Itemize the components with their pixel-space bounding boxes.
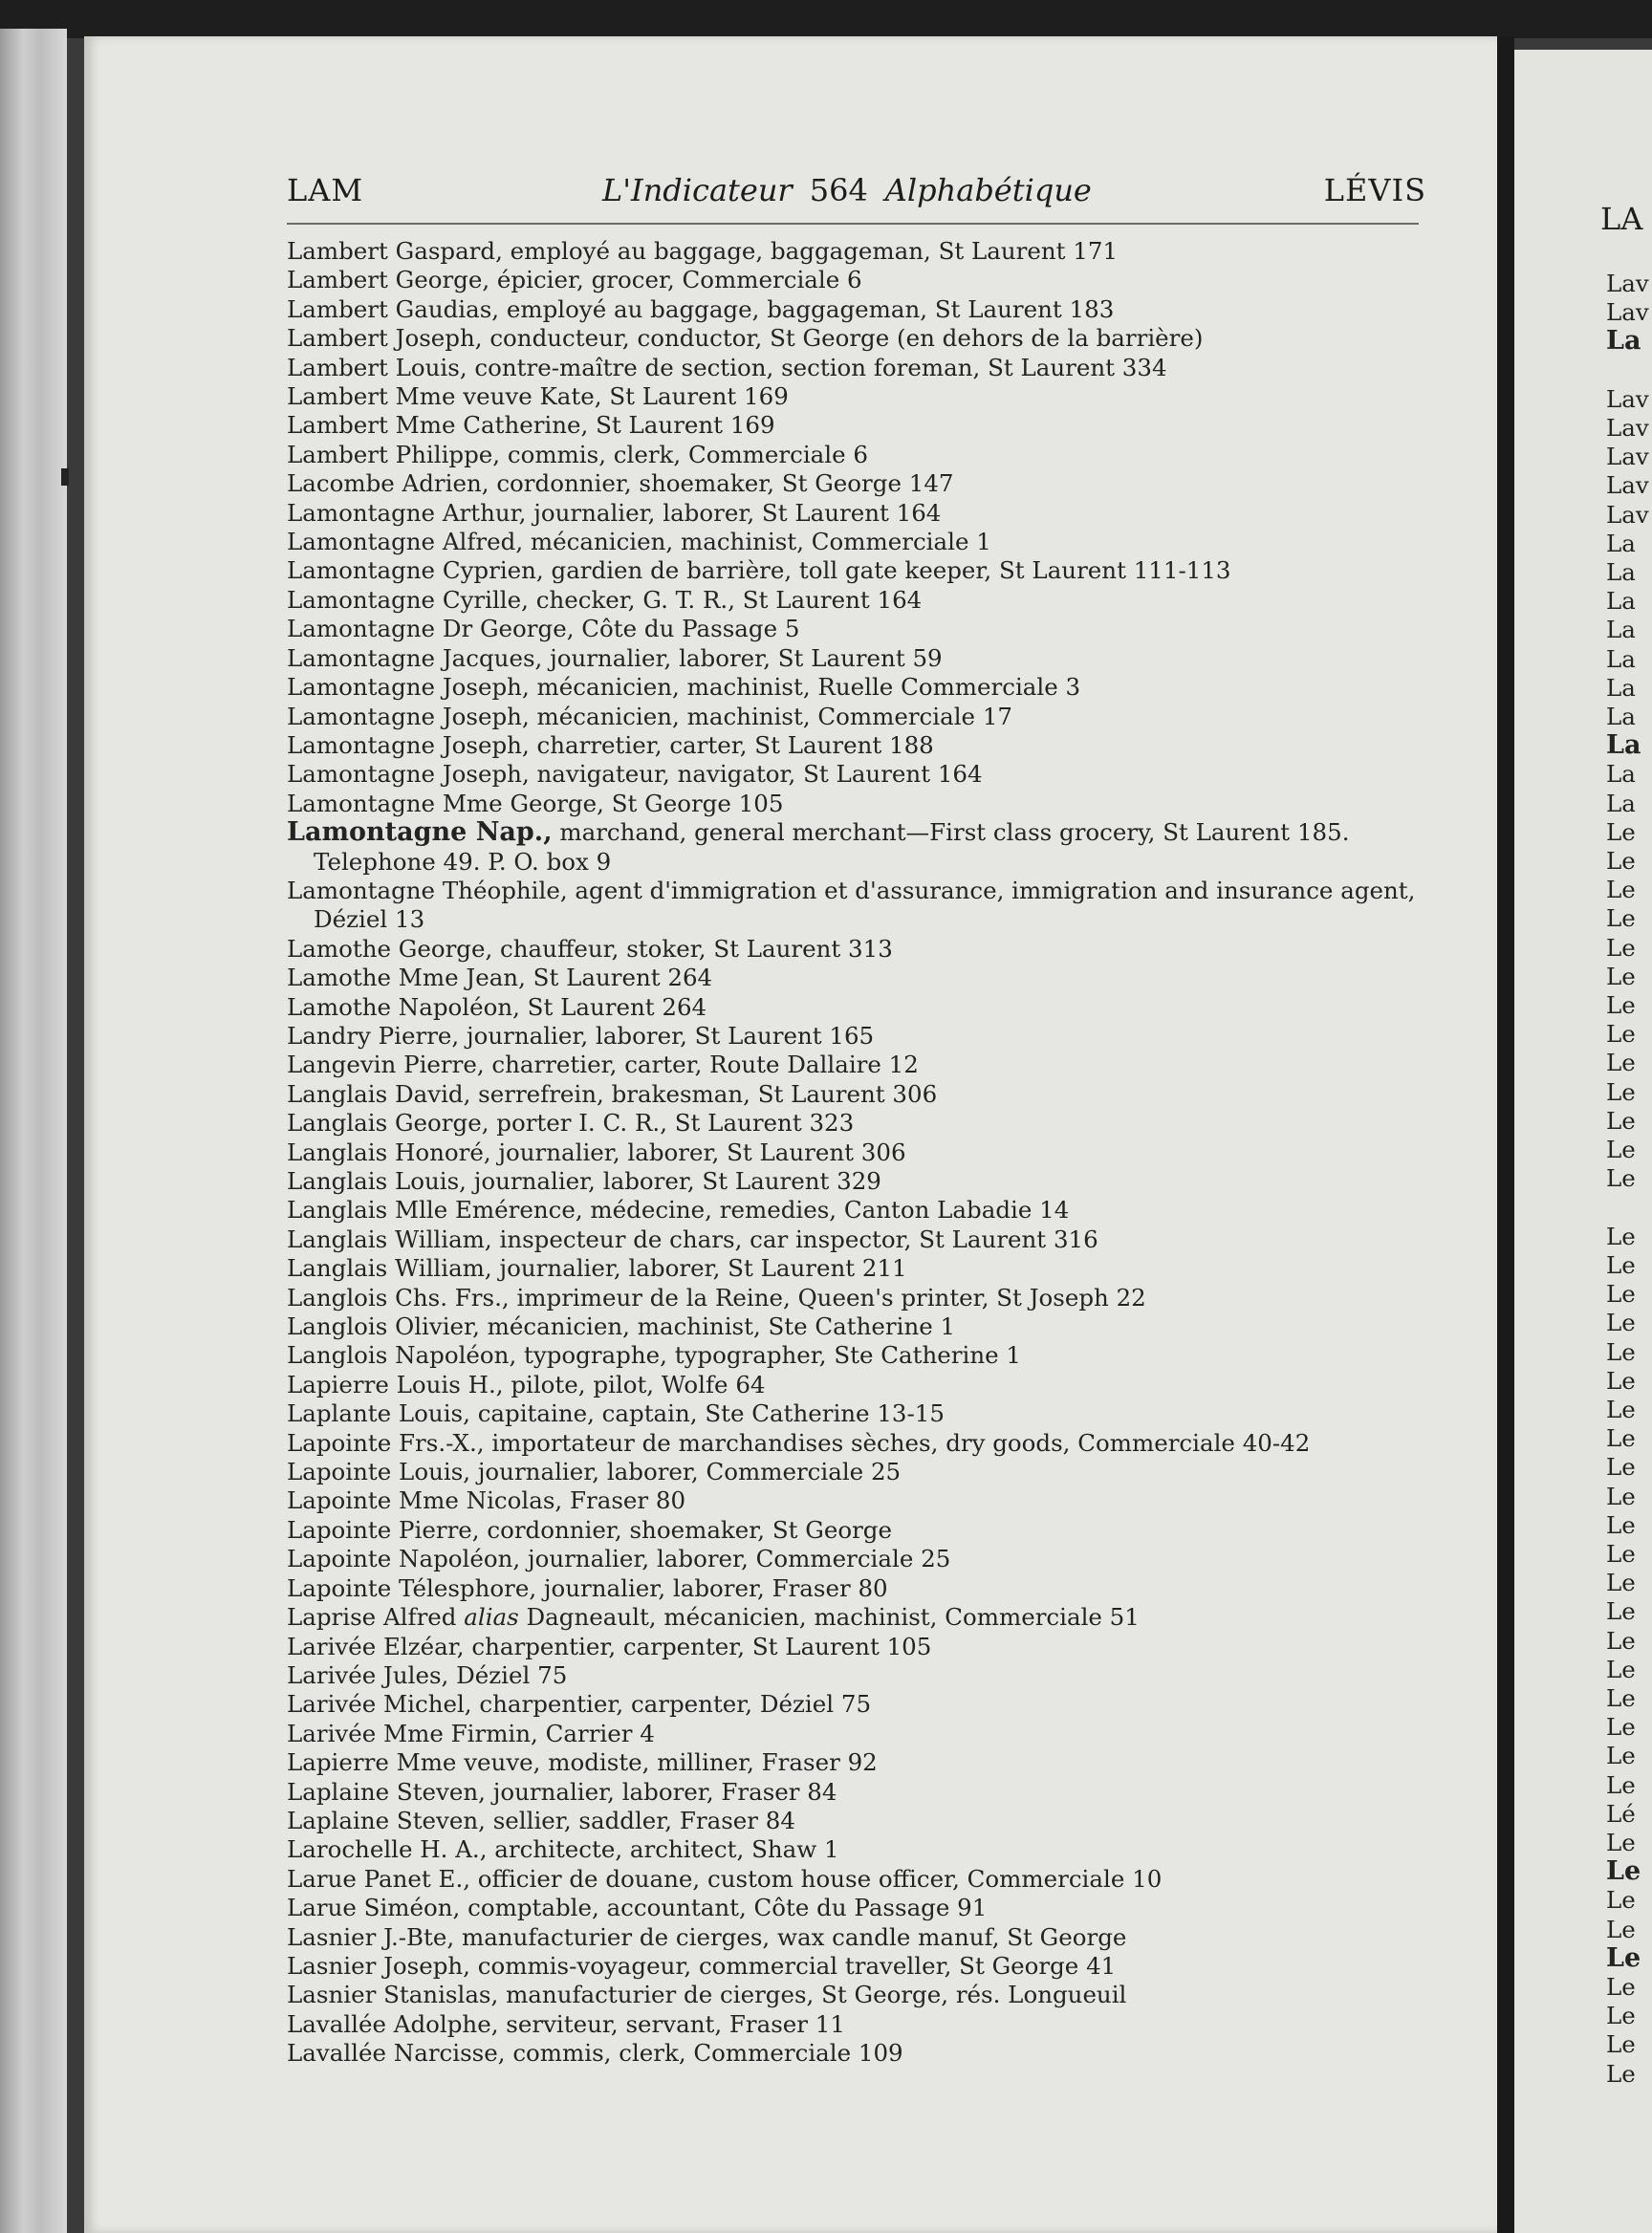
- directory-entry: [287, 237, 1434, 266]
- directory-entry: [287, 615, 1434, 643]
- adjacent-entry-fragment: Le: [1606, 1366, 1636, 1395]
- entry-text: Laprise Alfred: [287, 1603, 465, 1632]
- adjacent-entry-fragment: Le: [1606, 1626, 1636, 1655]
- directory-entry: [287, 1138, 1434, 1167]
- entry-text: Lambert Mme Catherine, St Laurent 169: [287, 411, 775, 440]
- adjacent-entry-fragment: Le: [1606, 1569, 1636, 1597]
- entry-text: Langlais William, inspecteur de chars, car inspector, St Laurent 316: [287, 1225, 1098, 1253]
- adjacent-entry-fragment: Lav: [1606, 270, 1649, 297]
- entry-text: Lamothe Napoléon, St Laurent 264: [287, 992, 707, 1021]
- adjacent-entry-fragment: Le: [1606, 1510, 1636, 1539]
- header-rule: [287, 223, 1419, 225]
- entry-text: Langlais Mlle Emérence, médecine, remedies, Canton Labadie 14: [287, 1196, 1070, 1225]
- entry-text-after: Dagneault, mécanicien, machinist, Commerciale 51: [518, 1603, 1140, 1632]
- directory-entry: [287, 469, 1434, 498]
- adjacent-entry-fragment: Lav: [1606, 443, 1649, 471]
- directory-entry: [287, 703, 1434, 731]
- entry-text: Lamothe George, chauffeur, stoker, St Laurent 313: [287, 934, 893, 963]
- entry-text: Lasnier Joseph, commis-voyageur, commercial traveller, St George 41: [287, 1951, 1117, 1980]
- adjacent-entry-fragment: La: [1606, 789, 1636, 817]
- entry-text: Langlais George, porter I. C. R., St Laurent 323: [287, 1109, 855, 1138]
- directory-entry: [287, 1254, 1434, 1283]
- directory-entry: [287, 266, 1434, 294]
- adjacent-entry-fragment: Le: [1606, 1453, 1636, 1482]
- directory-entry: [287, 1720, 1434, 1748]
- directory-entry: [287, 673, 1434, 702]
- directory-entry: [287, 1574, 1434, 1603]
- adjacent-entry-fragment: Le: [1606, 2059, 1636, 2088]
- directory-entry: [287, 818, 1451, 877]
- entry-text: Lamothe Mme Jean, St Laurent 264: [287, 964, 713, 992]
- adjacent-entry-fragment: Le: [1606, 817, 1636, 846]
- entry-text: Lamontagne Jacques, journalier, laborer, St Laurent 59: [287, 643, 943, 672]
- entry-text: Lambert Mme veuve Kate, St Laurent 169: [287, 382, 789, 411]
- adjacent-entry-fragment: Le: [1606, 991, 1636, 1020]
- directory-entry: [287, 1109, 1434, 1138]
- adjacent-entry-fragment: Le: [1606, 1597, 1636, 1626]
- directory-entry: [287, 1633, 1434, 1661]
- directory-entry: [287, 1312, 1434, 1341]
- directory-entry: [287, 993, 1434, 1022]
- adjacent-entry-fragment: Le: [1606, 1164, 1636, 1193]
- scan-top-band: [0, 0, 1652, 38]
- header-title-b: Alphabétique: [884, 172, 1092, 208]
- entry-text: Lavallée Narcisse, commis, clerk, Commerciale 109: [287, 2039, 903, 2068]
- entry-text: Laplaine Steven, sellier, saddler, Fraser 84: [287, 1806, 795, 1834]
- adjacent-page-entries: [1606, 270, 1649, 2089]
- directory-entry: [287, 2010, 1434, 2039]
- directory-entry: [287, 935, 1434, 964]
- header-title: [602, 172, 1092, 208]
- entry-text: Lambert Louis, contre-maître de section, section foreman, St Laurent 334: [287, 353, 1167, 381]
- entry-text: Larivée Mme Firmin, Carrier 4: [287, 1719, 655, 1747]
- adjacent-entry-fragment: Le: [1606, 933, 1636, 962]
- adjacent-entry-fragment: Le: [1606, 1942, 1641, 1973]
- adjacent-entry-fragment: La: [1606, 326, 1641, 357]
- adjacent-entry-fragment: Le: [1606, 1395, 1636, 1423]
- entry-text: Langlais Honoré, journalier, laborer, St Laurent 306: [287, 1138, 906, 1166]
- adjacent-entry-fragment: Le: [1606, 1309, 1636, 1337]
- adjacent-entry-fragment: Le: [1606, 1049, 1636, 1077]
- directory-entry: [287, 1167, 1434, 1196]
- directory-entry: [287, 1051, 1434, 1079]
- entry-text: Larivée Michel, charpentier, carpenter, Déziel 75: [287, 1690, 872, 1719]
- directory-entry: [287, 731, 1434, 760]
- entry-text: Lapointe Pierre, cordonnier, shoemaker, St George: [287, 1515, 892, 1544]
- adjacent-entry-fragment: La: [1606, 616, 1636, 644]
- entry-text: Langevin Pierre, charretier, carter, Route Dallaire 12: [287, 1051, 919, 1079]
- adjacent-entry-fragment: Le: [1606, 1250, 1636, 1279]
- directory-entry: [287, 1923, 1434, 1952]
- header-title-a: L'Indicateur: [602, 172, 793, 208]
- directory-entry: [287, 499, 1434, 528]
- adjacent-entry-fragment: Le: [1606, 904, 1636, 933]
- directory-entry: [287, 644, 1434, 673]
- directory-entry: [287, 1661, 1434, 1690]
- entry-text: Lamontagne Cyprien, gardien de barrière, toll gate keeper, St Laurent 111-113: [287, 556, 1231, 585]
- directory-entry: [287, 1748, 1434, 1777]
- adjacent-entry-fragment: Le: [1606, 2030, 1636, 2059]
- adjacent-entry-fragment: Le: [1606, 1828, 1636, 1856]
- entry-text: Lamontagne Joseph, mécanicien, machinist, Ruelle Commerciale 3: [287, 673, 1081, 702]
- adjacent-entry-fragment: La: [1606, 644, 1636, 673]
- entry-text: Lambert Gaspard, employé au baggage, baggageman, St Laurent 171: [287, 237, 1119, 265]
- directory-entry: [287, 1981, 1434, 2009]
- directory-entry: [287, 295, 1434, 324]
- adjacent-page-header: LA: [1600, 201, 1643, 237]
- entry-text: Larivée Jules, Déziel 75: [287, 1660, 568, 1689]
- directory-entry: [287, 556, 1434, 585]
- adjacent-entry-fragment: Lav: [1606, 384, 1649, 413]
- entry-text: Langlais David, serrefrein, brakesman, St Laurent 306: [287, 1079, 938, 1108]
- directory-entry: [287, 1865, 1434, 1894]
- entry-text: Lamontagne Arthur, journalier, laborer, St Laurent 164: [287, 498, 942, 527]
- adjacent-entry-fragment: La: [1606, 730, 1641, 761]
- entry-text: Laplaine Steven, journalier, laborer, Fraser 84: [287, 1777, 837, 1806]
- directory-entry: [287, 1516, 1434, 1545]
- adjacent-entry-fragment: Le: [1606, 1886, 1636, 1915]
- entry-text: Lapointe Mme Nicolas, Fraser 80: [287, 1486, 686, 1515]
- directory-entry: [287, 964, 1434, 992]
- directory-entry: [287, 760, 1434, 789]
- adjacent-entry-fragment: Le: [1606, 2002, 1636, 2030]
- entry-text: Lamontagne Joseph, navigateur, navigator, St Laurent 164: [287, 760, 983, 789]
- entry-text: Lambert Philippe, commis, clerk, Commerciale 6: [287, 440, 869, 468]
- adjacent-entry-fragment: [1606, 1194, 1649, 1223]
- entry-name-bold: Lamontagne Nap.,: [287, 817, 553, 848]
- adjacent-entry-fragment: La: [1606, 529, 1636, 557]
- directory-entry: [287, 354, 1434, 382]
- entry-text: Lacombe Adrien, cordonnier, shoemaker, St George 147: [287, 469, 954, 498]
- directory-entry: [287, 1778, 1434, 1807]
- entry-text: Langlois Olivier, mécanicien, machinist, Ste Catherine 1: [287, 1312, 956, 1341]
- directory-entry: [287, 411, 1434, 440]
- directory-entry: [287, 877, 1451, 935]
- adjacent-entry-fragment: La: [1606, 703, 1636, 731]
- entry-text: Lasnier Stanislas, manufacturier de cierges, St George, rés. Longueuil: [287, 1981, 1127, 2009]
- entry-text: Lapointe Télesphore, journalier, laborer, Fraser 80: [287, 1573, 888, 1602]
- directory-entry: [287, 1371, 1434, 1399]
- directory-entry: [287, 1458, 1434, 1486]
- entry-text: Lapointe Napoléon, journalier, laborer, Commerciale 25: [287, 1545, 951, 1573]
- entry-text: Lamontagne Mme George, St George 105: [287, 789, 784, 817]
- adjacent-entry-fragment: Le: [1606, 1539, 1636, 1568]
- adjacent-entry-fragment: Le: [1606, 1683, 1636, 1712]
- directory-entry: [287, 528, 1434, 556]
- entry-text: Lamontagne Cyrille, checker, G. T. R., St Laurent 164: [287, 585, 923, 614]
- entry-text: Laplante Louis, capitaine, captain, Ste Catherine 13-15: [287, 1399, 945, 1428]
- adjacent-entry-fragment: [1606, 357, 1649, 385]
- directory-entry: [287, 790, 1434, 818]
- entry-text: Lamontagne Joseph, mécanicien, machinist, Commerciale 17: [287, 702, 1013, 730]
- adjacent-entry-fragment: Le: [1606, 1020, 1636, 1049]
- book-page-edges: [0, 29, 67, 2233]
- adjacent-entry-fragment: Le: [1606, 1655, 1636, 1683]
- directory-entry: [287, 586, 1434, 615]
- adjacent-entry-fragment: Le: [1606, 1337, 1636, 1366]
- entry-text: Lambert George, épicier, grocer, Commerciale 6: [287, 266, 862, 294]
- entry-text: Lapierre Mme veuve, modiste, milliner, Fraser 92: [287, 1748, 878, 1777]
- directory-entry: [287, 1486, 1434, 1515]
- adjacent-entry-fragment: La: [1606, 558, 1636, 587]
- adjacent-entry-fragment: Le: [1606, 1770, 1636, 1799]
- directory-entry: [287, 1022, 1434, 1051]
- adjacent-entry-fragment: Le: [1606, 1972, 1636, 2001]
- entry-text: Lamontagne Théophile, agent d'immigration et d'assurance, immigration and insurance agent, Déziel 13: [287, 876, 1416, 934]
- adjacent-entry-fragment: Le: [1606, 1713, 1636, 1742]
- entry-text: Lambert Gaudias, employé au baggage, baggageman, St Laurent 183: [287, 294, 1115, 323]
- adjacent-entry-fragment: Le: [1606, 1856, 1641, 1887]
- directory-entry: [287, 1835, 1434, 1864]
- adjacent-entry-fragment: Le: [1606, 1742, 1636, 1770]
- adjacent-entry-fragment: Lé: [1606, 1799, 1636, 1828]
- entry-text: Larivée Elzéar, charpentier, carpenter, St Laurent 105: [287, 1632, 932, 1660]
- directory-entry: [287, 382, 1434, 411]
- entry-text: Lasnier J.-Bte, manufacturier de cierges, wax candle manuf, St George: [287, 1922, 1127, 1951]
- directory-entry: [287, 1341, 1434, 1370]
- entry-text: Lamontagne Alfred, mécanicien, machinist, Commerciale 1: [287, 528, 991, 556]
- adjacent-entry-fragment: Le: [1606, 962, 1636, 990]
- entry-text: marchand, general merchant—First class grocery, St Laurent 185. Telephone 49. P. O. box 9: [314, 818, 1350, 876]
- entry-text: Lamontagne Joseph, charretier, carter, St Laurent 188: [287, 730, 934, 759]
- entry-text: Lapointe Frs.-X., importateur de marchandises sèches, dry goods, Commerciale 40-42: [287, 1428, 1311, 1457]
- adjacent-entry-fragment: La: [1606, 673, 1636, 702]
- adjacent-entry-fragment: Lav: [1606, 500, 1649, 529]
- adjacent-entry-fragment: Le: [1606, 876, 1636, 904]
- directory-entry: [287, 1807, 1434, 1835]
- header-left: LAM: [287, 172, 364, 208]
- directory-entry: [287, 1545, 1434, 1573]
- adjacent-entry-fragment: Le: [1606, 1136, 1636, 1164]
- entry-text: Lapierre Louis H., pilote, pilot, Wolfe 64: [287, 1370, 766, 1398]
- directory-entry: [287, 1429, 1434, 1458]
- adjacent-entry-fragment: Le: [1606, 1077, 1636, 1106]
- adjacent-entry-fragment: La: [1606, 587, 1636, 616]
- directory-entry: [287, 1399, 1434, 1428]
- directory-entry: [287, 1952, 1434, 1981]
- adjacent-entry-fragment: La: [1606, 760, 1636, 789]
- entry-text: Langlais William, journalier, laborer, St Laurent 211: [287, 1254, 907, 1283]
- page-header: [287, 151, 1426, 218]
- directory-entry: [287, 441, 1434, 469]
- entry-text: Landry Pierre, journalier, laborer, St Laurent 165: [287, 1021, 875, 1050]
- adjacent-entry-fragment: Le: [1606, 1482, 1636, 1510]
- directory-entry: [287, 1080, 1434, 1109]
- entry-text: Langlois Napoléon, typographe, typographer, Ste Catherine 1: [287, 1341, 1021, 1370]
- entry-italic: alias: [464, 1603, 519, 1632]
- page-number: 564: [809, 172, 868, 208]
- entry-text: Lamontagne Dr George, Côte du Passage 5: [287, 615, 800, 643]
- adjacent-entry-fragment: Lav: [1606, 298, 1649, 327]
- adjacent-entry-fragment: Le: [1606, 847, 1636, 876]
- book-gutter: [1497, 36, 1514, 2233]
- entry-text: Langlais Louis, journalier, laborer, St Laurent 329: [287, 1167, 881, 1195]
- directory-entry: [287, 2039, 1434, 2068]
- directory-entry: [287, 1894, 1434, 1922]
- adjacent-entry-fragment: Le: [1606, 1106, 1636, 1135]
- entry-text: Larue Panet E., officier de douane, custom house officer, Commerciale 10: [287, 1864, 1163, 1893]
- adjacent-entry-fragment: Lav: [1606, 414, 1649, 443]
- entry-text: Lambert Joseph, conducteur, conductor, St George (en dehors de la barrière): [287, 324, 1204, 353]
- adjacent-page: [1514, 50, 1652, 2233]
- directory-entries: [287, 237, 1434, 2069]
- adjacent-entry-fragment: Le: [1606, 1915, 1636, 1943]
- adjacent-entry-fragment: Le: [1606, 1424, 1636, 1453]
- directory-entry: [287, 324, 1434, 353]
- adjacent-entry-fragment: Lav: [1606, 471, 1649, 500]
- directory-entry: [287, 1284, 1434, 1312]
- entry-text: Larue Siméon, comptable, accountant, Côte du Passage 91: [287, 1894, 988, 1922]
- binding-mark: [61, 468, 69, 486]
- directory-entry: [287, 1225, 1434, 1254]
- header-right: LÉVIS: [1323, 172, 1426, 208]
- directory-entry: [287, 1196, 1434, 1225]
- directory-entry: [287, 1690, 1434, 1719]
- directory-entry: [287, 1603, 1434, 1632]
- adjacent-entry-fragment: Le: [1606, 1222, 1636, 1250]
- entry-text: Lapointe Louis, journalier, laborer, Commerciale 25: [287, 1458, 902, 1486]
- adjacent-entry-fragment: Le: [1606, 1280, 1636, 1309]
- entry-text: Larochelle H. A., architecte, architect, Shaw 1: [287, 1835, 839, 1864]
- entry-text: Langlois Chs. Frs., imprimeur de la Reine, Queen's printer, St Joseph 22: [287, 1283, 1146, 1312]
- entry-text: Lavallée Adolphe, serviteur, servant, Fraser 11: [287, 2009, 845, 2038]
